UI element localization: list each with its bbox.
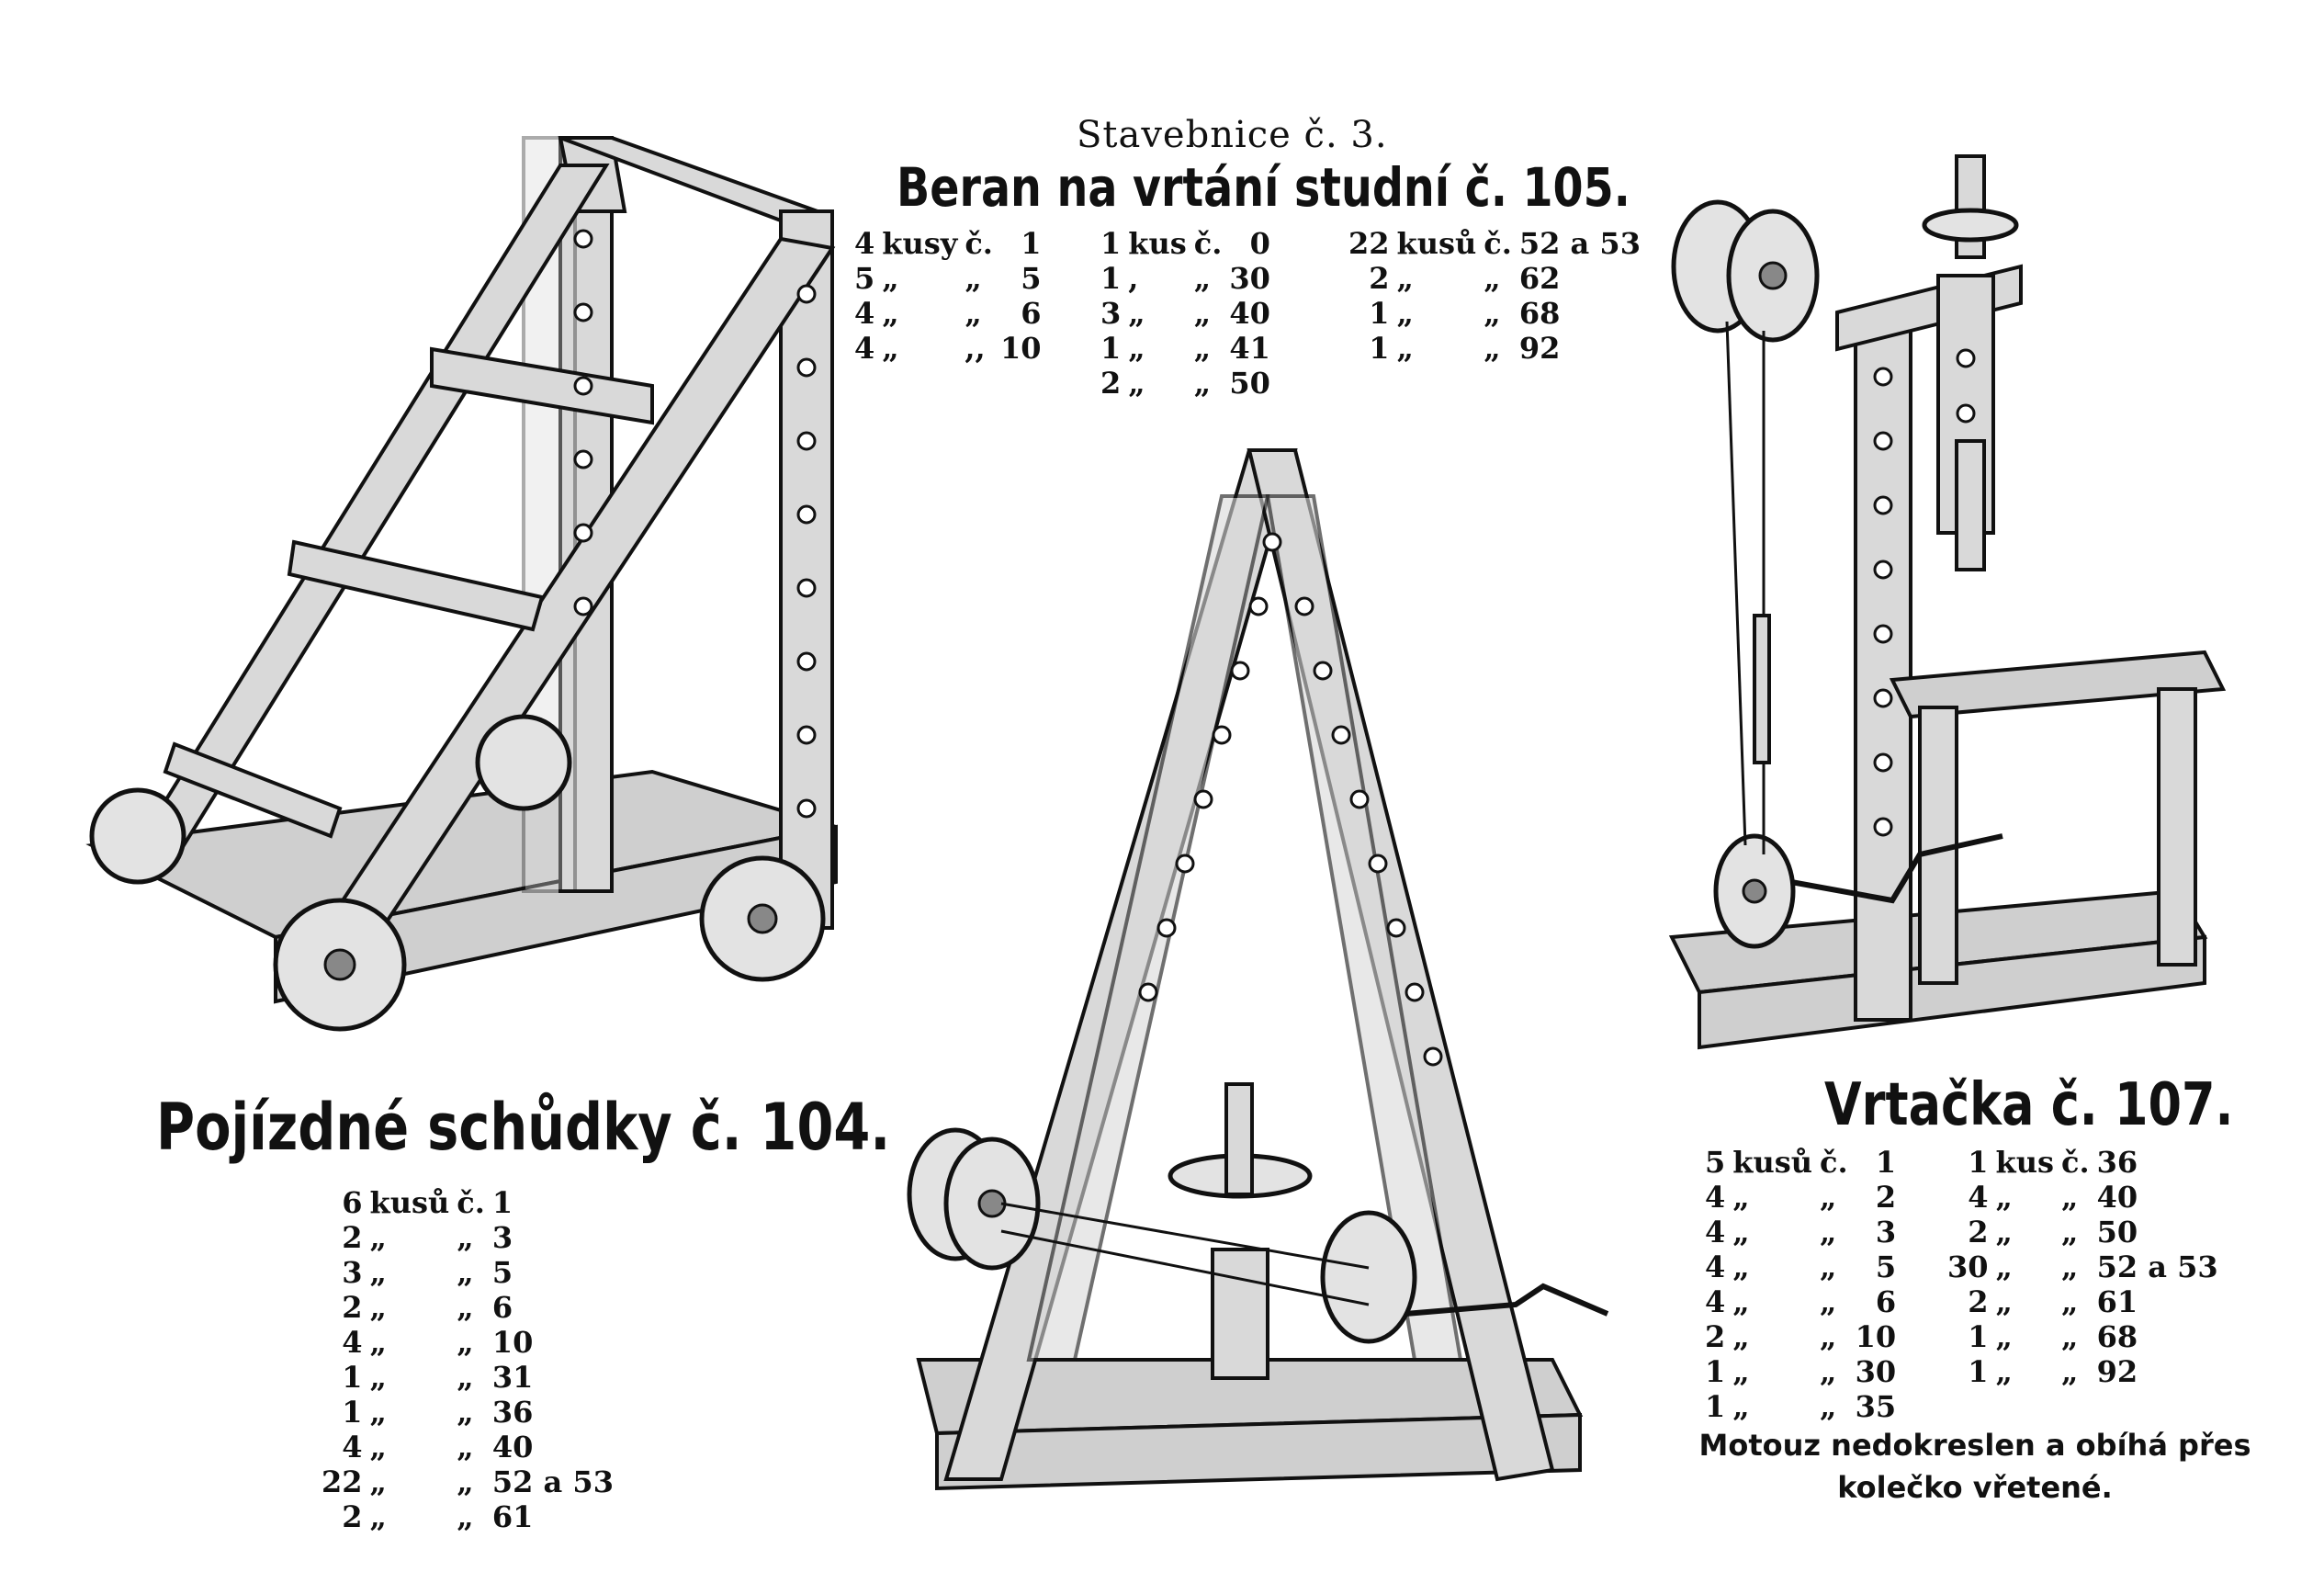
parts-row: 1 „ „ 31 bbox=[342, 1360, 534, 1395]
pulley-right bbox=[1323, 1213, 1415, 1341]
model-105-parts-col-3 bbox=[1348, 226, 1648, 366]
parts-row: 1 „ „ 35 bbox=[1705, 1389, 1897, 1424]
parts-row: 2 „ „ 50 bbox=[1968, 1215, 2138, 1249]
pulley-bottom bbox=[1716, 836, 1793, 946]
well-drilling-ram-illustration bbox=[854, 441, 1681, 1507]
ladder-trolley-illustration bbox=[64, 129, 854, 1038]
parts-row: 5 „ „ 5 bbox=[854, 261, 1042, 296]
parts-row: 2 „ „ 61 bbox=[1968, 1284, 2138, 1319]
parts-row: 2 „ „ 6 bbox=[342, 1290, 513, 1325]
parts-row: 4 „ „ 6 bbox=[854, 296, 1042, 331]
model-107-title: Vrtačka č. 107. bbox=[1824, 1071, 2234, 1139]
pulley-top bbox=[1674, 202, 1817, 340]
parts-row: 1 , „ 30 bbox=[1100, 261, 1270, 296]
parts-table bbox=[1348, 226, 1648, 366]
parts-row: 4 „ „ 3 bbox=[1705, 1215, 1897, 1249]
parts-row: 2 „ „ 61 bbox=[342, 1499, 534, 1534]
parts-row: 4 kusy č. 1 bbox=[854, 226, 1042, 261]
parts-row: 30 „ „ 52 a 53 bbox=[1947, 1249, 2218, 1284]
parts-row: 4 „ „ 6 bbox=[1705, 1284, 1897, 1319]
spindle-pulley bbox=[1170, 1084, 1310, 1378]
parts-table bbox=[1100, 226, 1278, 401]
wheel-front-left bbox=[276, 900, 404, 1029]
parts-row: 5 kusů č. 1 bbox=[1705, 1145, 1897, 1180]
model-104-title: Pojízdné schůdky č. 104. bbox=[156, 1090, 891, 1165]
drill-press-illustration bbox=[1617, 138, 2296, 1057]
parts-row: 4 „ ,, 10 bbox=[854, 331, 1042, 366]
parts-row: 1 „ „ 92 bbox=[1369, 331, 1561, 366]
parts-row: 1 „ „ 41 bbox=[1100, 331, 1270, 366]
parts-row: 1 kus č. 0 bbox=[1100, 226, 1270, 261]
parts-row: 22 „ „ 52 a 53 bbox=[322, 1464, 614, 1499]
model-105-title: Beran na vrtání studní č. 105. bbox=[897, 156, 1630, 219]
parts-row: 2 „ „ 62 bbox=[1369, 261, 1561, 296]
parts-row: 1 „ „ 68 bbox=[1968, 1319, 2138, 1354]
parts-row: 2 „ „ 50 bbox=[1100, 366, 1270, 401]
wheel-back-right bbox=[478, 717, 570, 808]
parts-row: 4 „ „ 40 bbox=[1968, 1180, 2138, 1215]
parts-row: 1 „ „ 30 bbox=[1705, 1354, 1897, 1389]
model-107-note bbox=[1681, 1424, 2269, 1509]
parts-row: 1 „ „ 68 bbox=[1369, 296, 1561, 331]
parts-row: 4 „ „ 5 bbox=[1705, 1249, 1897, 1284]
wheel-front-right bbox=[702, 858, 823, 979]
parts-table bbox=[1947, 1145, 2226, 1389]
parts-table bbox=[322, 1185, 621, 1534]
kit-label: Stavebnice č. 3. bbox=[1077, 114, 1388, 156]
model-105-parts-col-2 bbox=[1100, 226, 1278, 401]
parts-table bbox=[1705, 1145, 1903, 1424]
parts-table bbox=[854, 226, 1048, 366]
pulley-left bbox=[909, 1130, 1038, 1268]
parts-row: 4 „ „ 2 bbox=[1705, 1180, 1897, 1215]
parts-row: 1 „ „ 92 bbox=[1968, 1354, 2138, 1389]
parts-row: 4 „ „ 10 bbox=[342, 1325, 534, 1360]
model-107-parts-col-2 bbox=[1947, 1145, 2226, 1389]
parts-row: 3 „ „ 5 bbox=[342, 1255, 513, 1290]
model-104-parts bbox=[322, 1185, 621, 1534]
wheel-back-left bbox=[92, 790, 184, 882]
parts-row: 1 „ „ 36 bbox=[342, 1395, 534, 1430]
parts-row: 2 „ „ 10 bbox=[1705, 1319, 1897, 1354]
parts-row: 2 „ „ 3 bbox=[342, 1220, 513, 1255]
note-line-2: kolečko vřetené. bbox=[1837, 1470, 2113, 1505]
parts-row: 3 „ „ 40 bbox=[1100, 296, 1270, 331]
parts-row: 1 kus č. 36 bbox=[1968, 1145, 2138, 1180]
parts-row: 4 „ „ 40 bbox=[342, 1430, 534, 1464]
parts-row: 22 kusů č. 52 a 53 bbox=[1348, 226, 1641, 261]
parts-row: 6 kusů č. 1 bbox=[342, 1185, 513, 1220]
model-105-parts-col-1 bbox=[854, 226, 1048, 366]
note-line-1: Motouz nedokreslen a obíhá přes bbox=[1698, 1428, 2251, 1463]
model-107-parts-col-1 bbox=[1705, 1145, 1903, 1424]
